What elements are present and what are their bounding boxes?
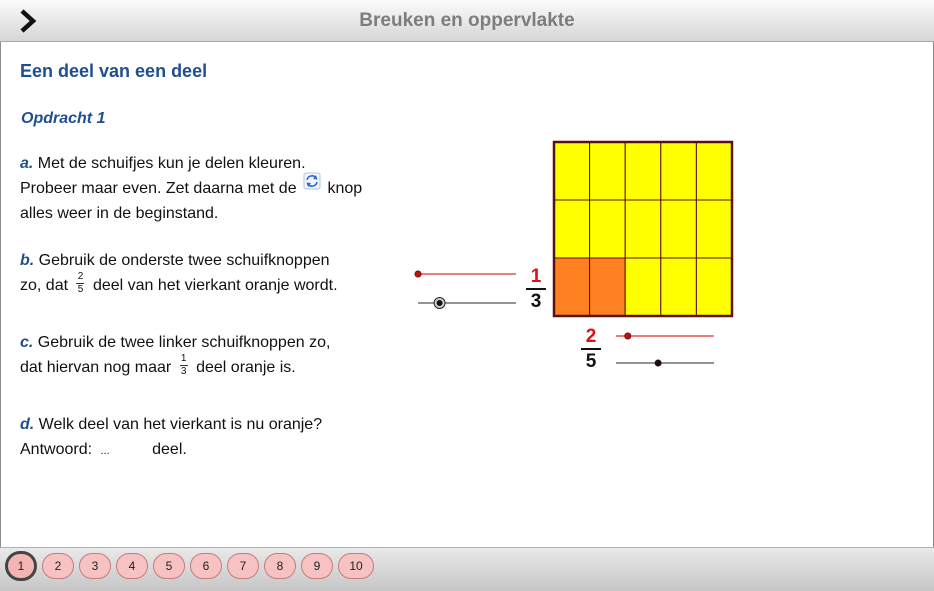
grid-cell <box>554 200 590 258</box>
page-button-10[interactable]: 10 <box>338 553 374 579</box>
page-button-5[interactable]: 5 <box>153 553 185 579</box>
grid-cell <box>661 200 697 258</box>
page-list <box>5 553 374 581</box>
question-c-label: c. <box>20 334 34 351</box>
slider-handle[interactable] <box>415 271 421 277</box>
question-a-label: a. <box>20 155 34 172</box>
question-c-line1: Gebruik de twee linker schuifknoppen zo, <box>37 334 331 351</box>
grid-cell <box>590 142 626 200</box>
fraction-one-third: $\frac{1}{3}$ <box>180 353 187 378</box>
answer-input[interactable]: ... <box>100 445 110 457</box>
question-a-line2: Probeer maar even. Zet daarna met de <box>20 180 297 197</box>
question-d-line1: Welk deel van het vierkant is nu oranje? <box>38 416 323 433</box>
vertical-fraction <box>524 266 548 312</box>
grid-cell <box>661 142 697 200</box>
grid-cell-orange <box>590 258 626 316</box>
question-d <box>20 412 322 464</box>
page-button-4[interactable]: 4 <box>116 553 148 579</box>
page-button-1[interactable]: 1 <box>5 551 37 581</box>
question-c-line2b: deel oranje is. <box>196 359 296 376</box>
question-a-line1: Met de schuifjes kun je delen kleuren. <box>37 155 306 172</box>
fraction-grid <box>552 140 734 318</box>
fraction-two-fifths: $\frac{2}{5}$ <box>77 271 84 296</box>
grid-cell <box>625 258 661 316</box>
question-b <box>20 248 338 298</box>
question-b-label: b. <box>20 252 35 269</box>
grid-cell <box>590 200 626 258</box>
question-b-line2: zo, dat <box>20 277 69 294</box>
page-button-2[interactable]: 2 <box>42 553 74 579</box>
page-button-3[interactable]: 3 <box>79 553 111 579</box>
grid-cell <box>625 142 661 200</box>
vertical-fraction-numerator: 1 <box>530 266 542 287</box>
horizontal-fraction-denominator: 5 <box>585 351 597 372</box>
grid-cell-orange <box>554 258 590 316</box>
horizontal-fraction-numerator: 2 <box>585 326 597 347</box>
page-button-7[interactable]: 7 <box>227 553 259 579</box>
question-b-line1: Gebruik de onderste twee schuifknoppen <box>38 252 330 269</box>
assignment-title: Opdracht 1 <box>21 110 106 127</box>
slider-handle[interactable] <box>655 360 661 366</box>
answer-suffix: deel. <box>152 441 187 458</box>
slider-left-numerator[interactable] <box>410 266 522 282</box>
answer-label: Antwoord: <box>20 441 93 458</box>
question-a-line2b: knop <box>327 180 363 197</box>
title-bar <box>0 0 934 42</box>
refresh-icon[interactable] <box>303 172 321 190</box>
grid-cell <box>696 258 732 316</box>
horizontal-fraction <box>579 326 603 372</box>
lesson-title: Een deel van een deel <box>20 61 208 81</box>
question-d-label: d. <box>20 416 35 433</box>
question-c <box>20 330 330 380</box>
question-a-line3: alles weer in de beginstand. <box>20 205 219 222</box>
question-c-line2: dat hiervan nog maar <box>20 359 172 376</box>
slider-bottom-numerator[interactable] <box>608 328 720 344</box>
vertical-fraction-denominator: 3 <box>530 291 542 312</box>
grid-cell <box>696 200 732 258</box>
app-title: Breuken en oppervlakte <box>359 10 575 31</box>
slider-handle[interactable] <box>625 333 631 339</box>
page-button-6[interactable]: 6 <box>190 553 222 579</box>
question-b-line2b: deel van het vierkant oranje wordt. <box>92 277 338 294</box>
page-button-8[interactable]: 8 <box>264 553 296 579</box>
grid-cell <box>554 142 590 200</box>
grid-cell <box>625 200 661 258</box>
page-navigation-bar <box>0 547 934 591</box>
grid-cell <box>661 258 697 316</box>
question-a <box>20 151 362 226</box>
page-button-9[interactable]: 9 <box>301 553 333 579</box>
slider-left-denominator[interactable] <box>410 295 522 311</box>
slider-bottom-denominator[interactable] <box>608 355 720 371</box>
grid-cell <box>696 142 732 200</box>
